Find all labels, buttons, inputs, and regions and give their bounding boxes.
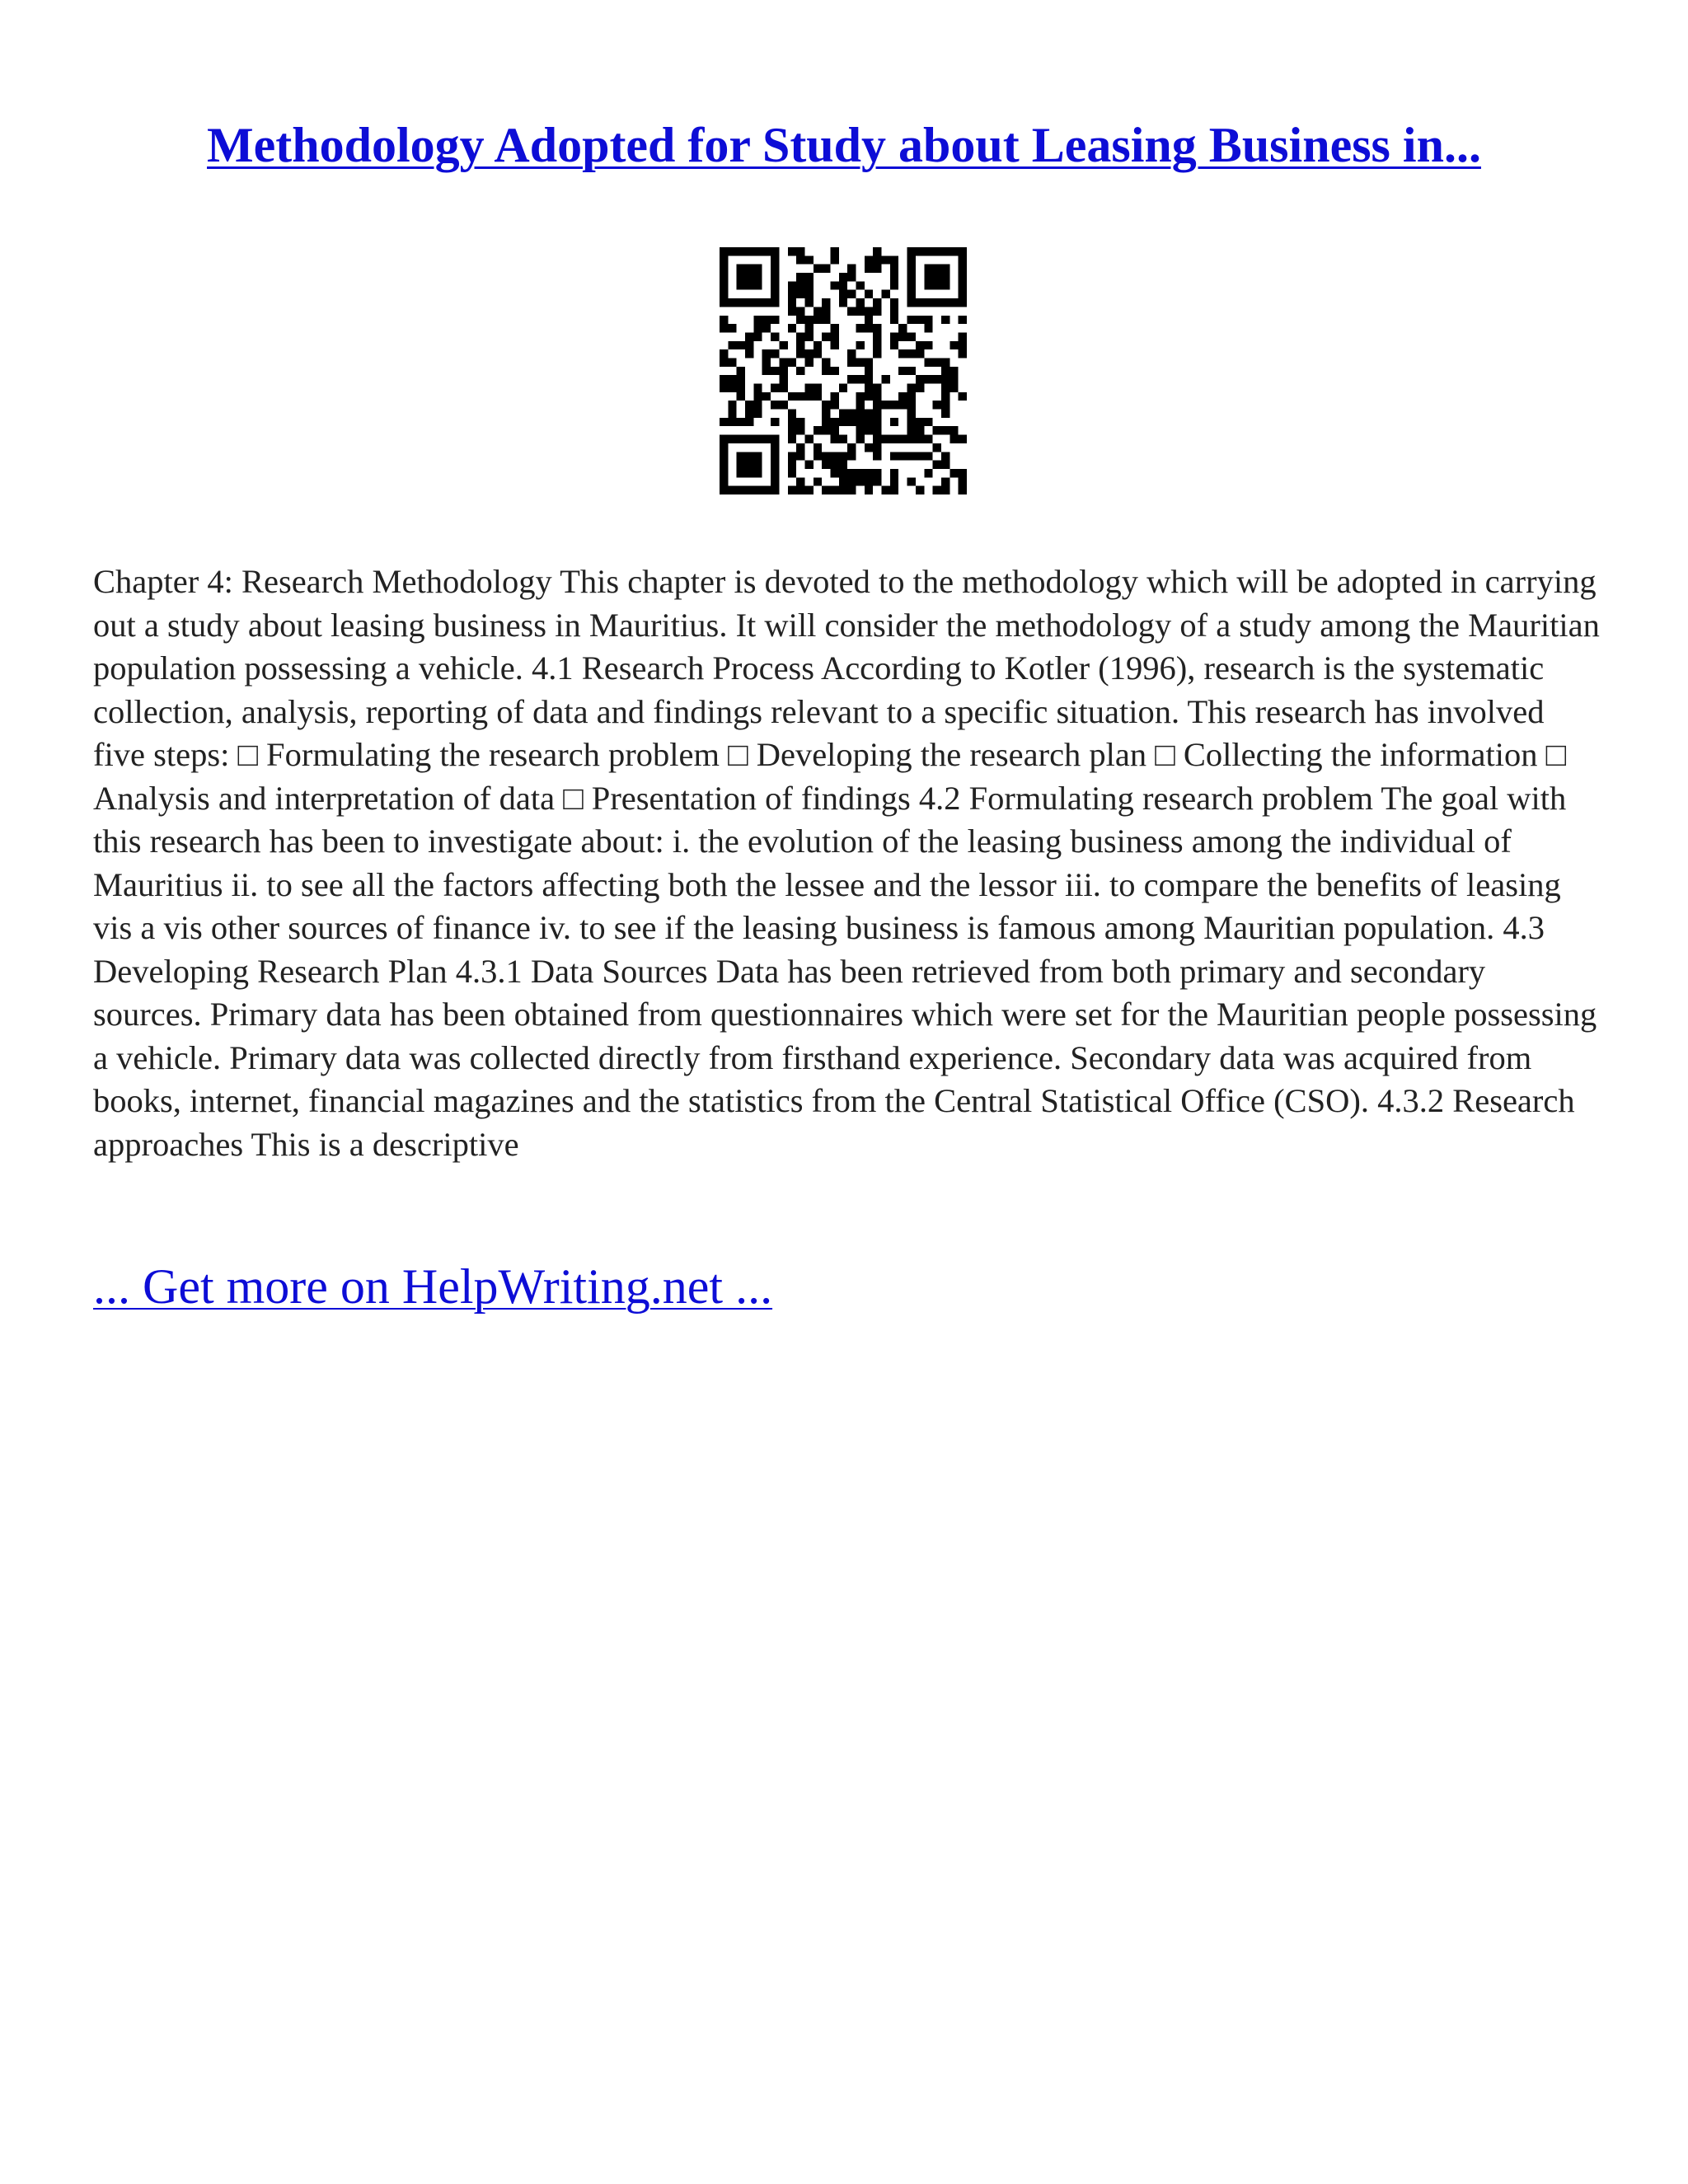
get-more-link[interactable]: ... Get more on HelpWriting.net ...	[93, 1259, 773, 1314]
qr-code-graphic	[720, 247, 967, 494]
document-title-link[interactable]: Methodology Adopted for Study about Leasing Business in...	[207, 118, 1481, 172]
document-body-text: Chapter 4: Research Methodology This chapter is devoted to the methodology which will be adopted in carrying out a study about leasing business in Mauritius. It will consider the methodology of a study among the Mauritian population possessing a vehicle. 4.1 Research Process According to Kotler (1996), research is the systematic collection, analysis, reporting of data and findings relevant to a specific situation. This research has involved five steps: □ Formulating the research problem □ Developing the research plan □ Collecting the information □ Analysis and interpretation of data □ Presentation of findings 4.2 Formulating research problem The goal with this research has been to investigate about: i. the evolution of the leasing business among the individual of Mauritius ii. to see all the factors affecting both the lessee and the lessor iii. to compare the benefits of leasing vis a vis other sources of finance iv. to see if the leasing business is famous among Mauritian population. 4.3 Developing Research Plan 4.3.1 Data Sources Data has been retrieved from both primary and secondary sources. Primary data has been obtained from questionnaires which were set for the Mauritian people possessing a vehicle. Primary data was collected directly from firsthand experience. Secondary data was acquired from books, internet, financial magazines and the statistics from the Central Statistical Office (CSO). 4.3.2 Research approaches This is a descriptive	[93, 563, 1600, 1163]
qr-code-icon	[720, 247, 967, 494]
